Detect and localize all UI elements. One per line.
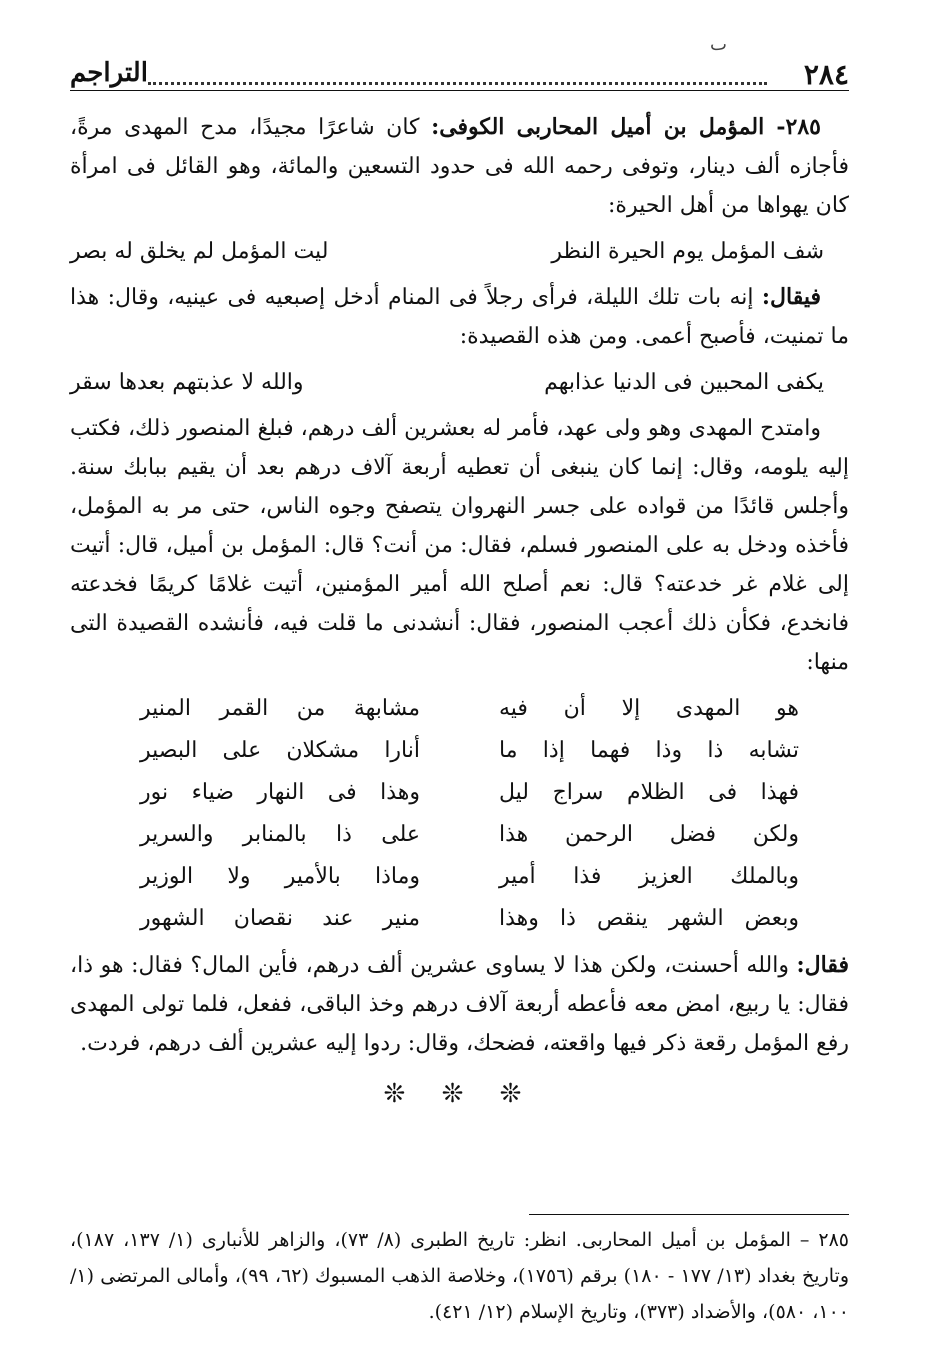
section-separator: ❊ ❊ ❊ [383,1079,536,1109]
footnote-text: ٢٨٥ – المؤمل بن أميل المحاربى. انظر: تاريخ الطبرى (٨/ ٧٣)، والزاهر للأنبارى (١/ ١٣٧، ١٨٧)، وتاريخ بغداد (١٣/ ١٧٧ - ١٨٠) برقم (١٧٥٦)، وخلاصة الذهب المسبوك (٦٢، ٩٩)، وأمالى المرتضى (١/ ١٠٠، ٥٨٠)، والأضداد (٣٧٣)، وتاريخ الإسلام (١٢/ ٤٢١). [70,1229,850,1323]
verse-second-hemistich: والله لا عذبتهم بعدها سقر [70,370,304,395]
entry-intro: كان شاعرًا مجيدًا، مدح المهدى مرةً، فأجازه ألف دينار، وتوفى رحمه الله فى حدود التسعين والمائة، وهو القائل فى امرأة كان يهواها من أهل الحيرة: [70,115,849,218]
poem-verse [140,814,799,856]
paragraph-text: والله أحسنت، ولكن هذا لا يساوى عشرين ألف درهم، فأين المال؟ فقال: هو ذا، فقال: يا ربيع، امض معه فأعطه أربعة آلاف درهم وخذ الباقى، ففعل، فلما تولى المهدى رفع المؤمل رقعة ذكر فيها واقعته، فضحك، وقال: ردوا إليه عشرين ألف درهم، فردت. [70,953,849,1056]
paragraph: وامتدح المهدى وهو ولى عهد، فأمر له بعشرين ألف درهم، فبلغ المنصور ذلك، فكتب إليه يلومه، وقال: إنما كان ينبغى أن تعطيه أربعة آلاف درهم بعد أن يقيم ببابك سنة. وأجلس قائدًا من قواده على جسر النهروان يتصفح وجوه الناس، حتى مر به المؤمل، فأخذه ودخل به على المنصور فسلم، فقال: من أنت؟ قال: المؤمل بن أميل، قال: أتيت إلى غلام غر خدعته؟ قال: نعم أصلح الله أمير المؤمنين، أتيت غلامًا كريمًا فخدعته فانخدع، فكأن ذلك أعجب المنصور، فقال: أنشدنى ما قلت فيه، فأنشده القصيدة التى منها: [70,416,849,675]
poem-verse [140,856,799,898]
verse-first-hemistich: هو المهدى إلا أن فيه [499,696,799,721]
page-mark: ٮ [710,34,727,55]
verse-second-hemistich: وهذا فى النهار ضياء نور [140,780,420,805]
verse-first-hemistich: فهذا فى الظلام سراج ليل [499,780,799,805]
header-dot-leader [148,82,767,85]
verse-first-hemistich: ولكن فضل الرحمن هذا [499,822,799,847]
page-header [70,50,849,91]
paragraph-lead: فقال: [796,952,849,978]
page-number: ٢٨٤ [803,58,849,91]
paragraph-lead: فيقال: [761,284,821,310]
verse-first-hemistich: شف المؤمل يوم الحيرة النظر [551,239,824,264]
verse-line [70,232,824,271]
verse-line [70,363,824,402]
verse-first-hemistich: وبعض الشهر ينقص ذا وهذا [499,906,799,931]
paragraph-text: إنه بات تلك الليلة، فرأى رجلاً فى المنام أدخل إصبعيه فى عينيه، وقال: هذا ما تمنيت، فأصبح أعمى. ومن هذه القصيدة: [70,285,849,349]
footnote-rule [529,1214,849,1215]
poem-verse [140,772,799,814]
verse-first-hemistich: تشابه ذا وذا فهما إذا ما [499,738,799,763]
verse-second-hemistich: أنارا مشكلان على البصير [140,738,420,763]
verse-second-hemistich: منير عند نقصان الشهور [140,906,420,931]
verse-first-hemistich: يكفى المحبين فى الدنيا عذابهم [544,370,824,395]
running-title: التراجم [70,58,148,88]
book-page [70,0,849,1372]
verse-second-hemistich: على ذا بالمنابر والسرير [140,822,420,847]
main-text [70,108,849,1109]
paragraph [70,946,849,1063]
verse-second-hemistich: ليت المؤمل لم يخلق له بصر [70,239,329,264]
poem-verse [140,898,799,940]
entry-intro-paragraph [70,108,849,225]
poem-verse [140,688,799,730]
verse-first-hemistich: وبالملك العزيز فذا أمير [499,864,799,889]
entry-heading: ٢٨٥- المؤمل بن أميل المحاربى الكوفى: [431,114,821,140]
verse-second-hemistich: مشابهة من القمر المنير [140,696,420,721]
paragraph [70,278,849,356]
verse-second-hemistich: وماذا بالأمير ولا الوزير [140,864,420,889]
poem [140,688,799,940]
poem-verse [140,730,799,772]
footnote [70,1222,849,1330]
